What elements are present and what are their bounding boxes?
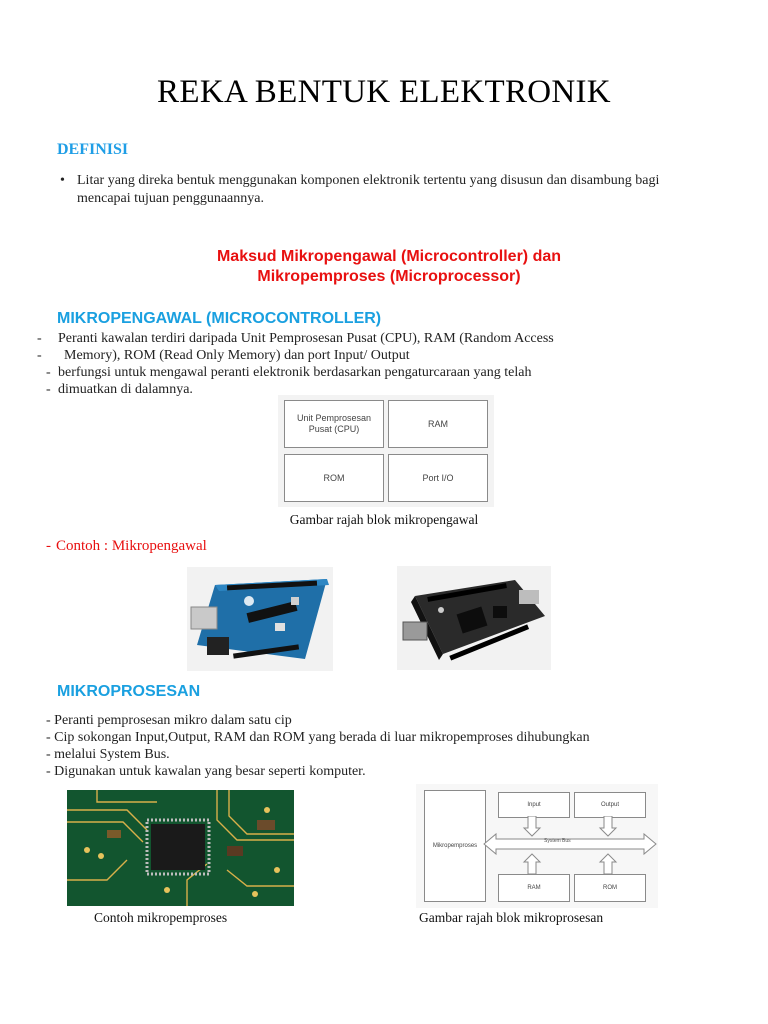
rom-block: ROM [284, 454, 384, 502]
maksud-heading-line1: Maksud Mikropengawal (Microcontroller) dan [216, 248, 562, 265]
dash: - [46, 382, 51, 397]
cpu-block-label-line2: Pusat (CPU) [308, 424, 360, 434]
dash: - [46, 365, 51, 380]
mikropengawal-line1: Peranti kawalan terdiri daripada Unit Pemprosesan Pusat (CPU), RAM (Random Access [58, 331, 554, 346]
mikroprosesan-line1: - Peranti pemprosesan mikro dalam satu cip [46, 713, 292, 728]
cpu-block: Mikropemproses [424, 790, 486, 902]
dash: - [46, 538, 51, 554]
ram-block: RAM [498, 874, 570, 902]
dash: - [37, 331, 42, 346]
contoh-heading: Contoh : Mikropengawal [56, 538, 207, 554]
mikropengawal-line2: Memory), ROM (Read Only Memory) dan port Input/ Output [64, 348, 410, 363]
microprocessor-photo-caption: Contoh mikropemproses [94, 910, 228, 925]
mikroprosesan-line3: - melalui System Bus. [46, 747, 170, 762]
mikroprosesan-line2: - Cip sokongan Input,Output, RAM dan ROM yang berada di luar mikropemproses dihubungkan [46, 730, 590, 745]
system-bus-label: System Bus [544, 838, 571, 844]
output-block: Output [574, 792, 646, 818]
page-title: REKA BENTUK ELEKTRONIK [157, 74, 611, 110]
definisi-heading: DEFINISI [57, 141, 129, 158]
port-io-block: Port I/O [388, 454, 488, 502]
ram-block: RAM [388, 400, 488, 448]
rom-block: ROM [574, 874, 646, 902]
beaglebone-board-image [397, 566, 551, 670]
maksud-heading-line2: Mikropemproses (Microprocessor) [257, 268, 521, 285]
system-bus-arrows [476, 816, 658, 874]
cpu-block [284, 400, 384, 448]
microprocessor-block-caption: Gambar rajah blok mikroprosesan [419, 910, 604, 925]
input-block: Input [498, 792, 570, 818]
cpu-block-label-line1: Unit Pemprosesan [296, 413, 372, 423]
microcontroller-block-diagram [278, 395, 494, 507]
mikropengawal-heading: MIKROPENGAWAL (MICROCONTROLLER) [57, 310, 382, 327]
bullet-icon: • [60, 173, 65, 188]
arduino-board-image [187, 567, 333, 671]
dash: - [37, 348, 42, 363]
microprocessor-chip-image [67, 790, 294, 906]
mikropengawal-line3: berfungsi untuk mengawal peranti elektronik berdasarkan pengaturcaraan yang telah [58, 365, 532, 380]
mikroprosesan-line4: - Digunakan untuk kawalan yang besar seperti komputer. [46, 764, 366, 779]
microcontroller-block-caption: Gambar rajah blok mikropengawal [289, 512, 479, 527]
mikropengawal-line4: dimuatkan di dalamnya. [58, 382, 193, 397]
definisi-text-line2: mencapai tujuan penggunaannya. [77, 191, 264, 206]
mikroprosesan-heading: MIKROPROSESAN [57, 683, 201, 700]
microprocessor-block-diagram [416, 784, 658, 908]
definisi-text-line1: Litar yang direka bentuk menggunakan komponen elektronik tertentu yang disusun dan disambung bagi [77, 173, 660, 188]
